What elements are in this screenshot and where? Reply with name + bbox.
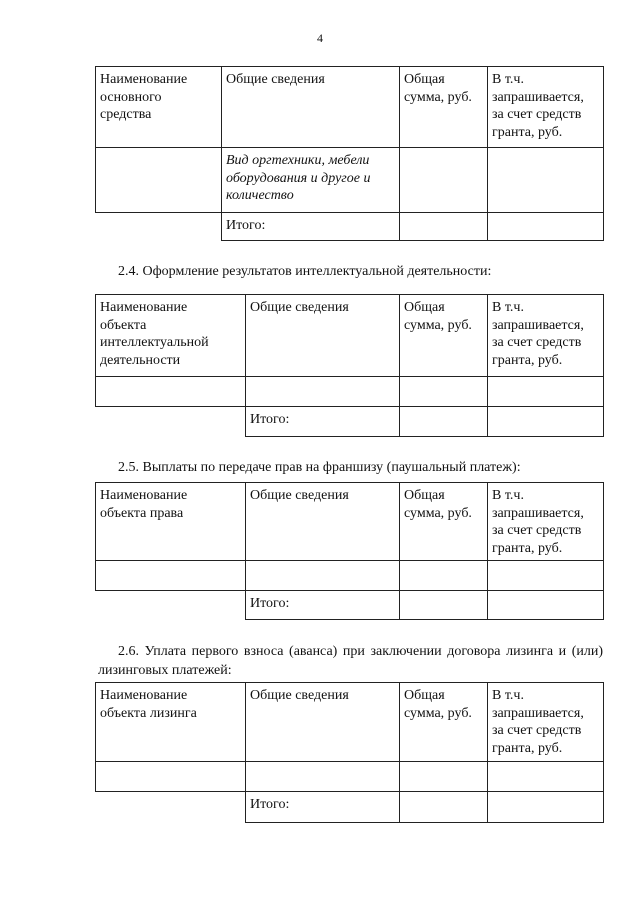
header-general-info: Общие сведения: [222, 67, 400, 148]
cell-object-name: [96, 561, 246, 591]
blank-cell: [96, 792, 246, 823]
total-label: Итого:: [246, 591, 400, 620]
blank-cell: [96, 591, 246, 620]
leasing-table: [95, 682, 604, 823]
cell-asset-name: [96, 148, 222, 213]
section-2-6-heading: 2.6. Уплата первого взноса (аванса) при заключении договора лизинга и (или) лизинговых платежей:: [98, 644, 603, 678]
table-row: [96, 148, 604, 213]
total-sum-cell: [400, 213, 488, 241]
intellectual-property-table: [95, 294, 604, 437]
cell-grant-sum: [488, 561, 604, 591]
header-total-sum: Общая сумма, руб.: [400, 483, 488, 561]
table-header-row: [96, 683, 604, 762]
cell-general-info: [246, 762, 400, 792]
total-label: Итого:: [222, 213, 400, 241]
cell-general-info: [246, 377, 400, 407]
total-sum-cell: [400, 591, 488, 620]
header-total-sum: Общая сумма, руб.: [400, 67, 488, 148]
total-grant-cell: [488, 213, 604, 241]
header-general-info: Общие сведения: [246, 483, 400, 561]
table-row: [96, 377, 604, 407]
cell-object-name: [96, 377, 246, 407]
section-2-4-heading: 2.4. Оформление результатов интеллектуальной деятельности:: [118, 264, 492, 279]
table-header-row: [96, 295, 604, 377]
header-asset-name: Наименование основного средства: [96, 67, 222, 148]
header-right-object: Наименование объекта права: [96, 483, 246, 561]
header-grant-sum: В т.ч. запрашивается, за счет средств гранта, руб.: [488, 67, 604, 148]
blank-cell: [96, 407, 246, 437]
page-number: 4: [317, 31, 323, 45]
header-ip-object-name: Наименование объекта интеллектуальной деятельности: [96, 295, 246, 377]
header-leasing-object: Наименование объекта лизинга: [96, 683, 246, 762]
table-header-row: [96, 67, 604, 148]
blank-cell: [96, 213, 222, 241]
cell-object-name: [96, 762, 246, 792]
total-label: Итого:: [246, 792, 400, 823]
table-header-row: [96, 483, 604, 561]
header-grant-sum: В т.ч. запрашивается, за счет средств гранта, руб.: [488, 683, 604, 762]
fixed-assets-table: [95, 66, 604, 241]
cell-total-sum: [400, 762, 488, 792]
total-sum-cell: [400, 792, 488, 823]
header-general-info: Общие сведения: [246, 295, 400, 377]
header-total-sum: Общая сумма, руб.: [400, 295, 488, 377]
header-grant-sum: В т.ч. запрашивается, за счет средств гранта, руб.: [488, 483, 604, 561]
total-row: [96, 213, 604, 241]
header-total-sum: Общая сумма, руб.: [400, 683, 488, 762]
total-grant-cell: [488, 591, 604, 620]
total-row: [96, 591, 604, 620]
franchise-table: [95, 482, 604, 620]
cell-grant-sum: [488, 148, 604, 213]
total-row: [96, 792, 604, 823]
table-row: [96, 561, 604, 591]
header-general-info: Общие сведения: [246, 683, 400, 762]
cell-general-info: [246, 561, 400, 591]
total-grant-cell: [488, 407, 604, 437]
section-2-5-heading: 2.5. Выплаты по передаче прав на франшизу (паушальный платеж):: [118, 460, 521, 475]
total-grant-cell: [488, 792, 604, 823]
total-label: Итого:: [246, 407, 400, 437]
total-row: [96, 407, 604, 437]
total-sum-cell: [400, 407, 488, 437]
cell-grant-sum: [488, 762, 604, 792]
header-grant-sum: В т.ч. запрашивается, за счет средств гранта, руб.: [488, 295, 604, 377]
cell-total-sum: [400, 561, 488, 591]
general-info-hint: Вид оргтехники, мебели оборудования и другое и количество: [222, 148, 400, 213]
cell-total-sum: [400, 377, 488, 407]
table-row: [96, 762, 604, 792]
cell-grant-sum: [488, 377, 604, 407]
cell-total-sum: [400, 148, 488, 213]
